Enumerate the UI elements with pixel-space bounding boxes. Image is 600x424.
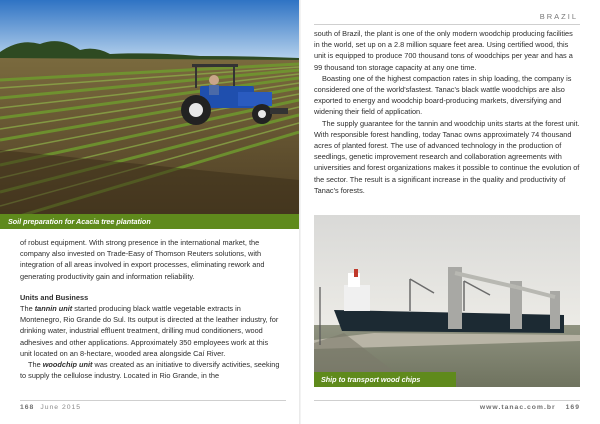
right-paragraph-2: Boasting one of the highest compaction rates in ship loading, the company is considered one of the world'sfastest. Tanac's black wattle woodchips are also exported to energy and woodchip board-producing markets, diversifying and widening their field of application. [314, 73, 572, 117]
units-business-heading: Units and Business [20, 292, 89, 302]
website-url[interactable]: www.tanac.com.br [479, 404, 556, 411]
woodchip-prefix: The [28, 360, 43, 370]
tannin-paragraph [20, 303, 282, 359]
ship-loading-image [314, 215, 580, 387]
ship-photo [314, 215, 580, 387]
woodchip-term: woodchip unit [42, 360, 93, 370]
right-body-text [314, 28, 580, 196]
right-header-rule [314, 24, 580, 25]
tractor-field-image [0, 0, 299, 229]
page-gutter [299, 0, 301, 424]
woodchip-text: was created as an initiative to diversify activities, seeking to supply the cellulose industry. Located in Rio Grande, in the [20, 360, 280, 381]
intro-paragraph: of robust equipment. With strong presence in the international market, the company also invested on Trade-Easy of Thomson Reuters solutions, with integration of all areas involved in export processes, eliminating rework and generating productivity gain and information reliability. [20, 238, 265, 281]
woodchip-paragraph [20, 359, 282, 381]
tannin-prefix: The [20, 304, 35, 314]
right-footer-rule [314, 400, 580, 401]
acacia-plantation-photo [0, 0, 299, 229]
section-label: BRAZIL [539, 12, 578, 21]
issue-date: June 2015 [40, 404, 82, 411]
ship-photo-caption: Ship to transport wood chips [314, 372, 456, 387]
photo-caption: Soil preparation for Acacia tree plantation [0, 214, 299, 229]
left-body-text [20, 237, 282, 381]
tannin-term: tannin unit [34, 304, 73, 314]
tannin-text: started producing black wattle vegetable extracts in Montenegro, Rio Grande do Sul. Its output is directed at the leather industry, for drinking water, industrial effluent treatment, drilling mud conditioners, wood adhesives and other applications. Approximately 350 employees work at this unit located on an 8-hectare, wooded area alongside Caí River. [20, 304, 279, 358]
left-page-number: 168 [20, 404, 35, 411]
right-page-number: 169 [565, 404, 580, 411]
right-footer [480, 404, 580, 411]
right-paragraph-1: south of Brazil, the plant is one of the only modern woodchip producing facilities in the world, set up on a 2.8 million square feet area. Using certified wood, this unit is equipped to produce 700 thousand tons of woodchips per year and has a 99 thousand ton storage capacity at any one time. [314, 29, 573, 72]
right-paragraph-3: The supply guarantee for the tannin and woodchip units starts at the forest unit. With responsible forest handling, today Tanac owns approximately 74 thousand acres of planted forest. The use of advanced technology in the production of seedlings, genetic improvement research and collaboration agreements with universities and forest organizations makes it possible to continue the evolution of the sector. The result is a significant increase in the quality and productivity of Tanac's forests. [314, 118, 580, 195]
left-footer [20, 404, 81, 411]
left-footer-rule [20, 400, 286, 401]
